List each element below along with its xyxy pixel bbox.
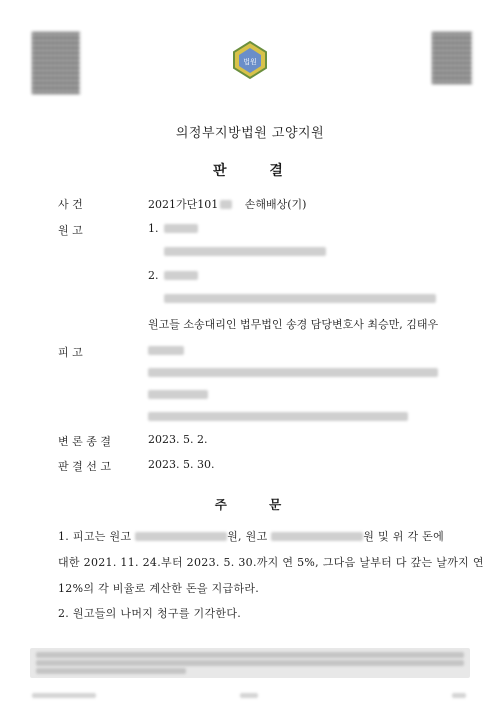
- plaintiff-1-number: 1.: [148, 222, 159, 235]
- redacted-name: [148, 346, 184, 355]
- closing-date: 2023. 5. 2.: [148, 433, 208, 446]
- document-title: 판 결: [213, 163, 287, 179]
- redacted-address: [164, 294, 436, 303]
- qr-code-redacted: [32, 32, 80, 94]
- closing-label: 변 론 종 결: [58, 435, 111, 448]
- svg-text:법원: 법원: [243, 58, 257, 66]
- redacted-address: [148, 390, 208, 399]
- footer-redacted-left: [32, 693, 96, 698]
- ruling-line-1: 1. 피고는 원고 원, 원고 원 및 위 각 돈에: [58, 530, 445, 543]
- page-number-redacted: [240, 693, 258, 698]
- redacted-counsel: [148, 412, 408, 421]
- court-emblem-icon: [230, 40, 270, 80]
- case-number: 2021가단101 손해배상(기): [148, 198, 307, 211]
- redacted-name: [164, 271, 198, 280]
- defendant-label: 피 고: [58, 346, 83, 359]
- case-label: 사 건: [58, 198, 83, 211]
- sentence-date: 2023. 5. 30.: [148, 458, 215, 471]
- redacted-address: [148, 368, 438, 377]
- ruling-title: 주 문: [214, 497, 286, 512]
- footer-notice-redacted: [30, 648, 470, 678]
- plaintiff-2-number: 2.: [148, 269, 159, 282]
- sentence-label: 판 결 선 고: [58, 460, 111, 473]
- footer-redacted-right: [452, 693, 466, 698]
- ruling-line-2: 대한 2021. 11. 24.부터 2023. 5. 30.까지 연 5%, 그다음 날부터 다 갚는 날까지 연: [58, 556, 484, 569]
- barcode-redacted: [432, 32, 472, 84]
- redacted-address: [164, 247, 326, 256]
- ruling-line-3: 12%의 각 비율로 계산한 돈을 지급하라.: [58, 582, 260, 595]
- redacted-name: [164, 224, 198, 233]
- case-name: 손해배상(기): [244, 198, 307, 211]
- court-name: 의정부지방법원 고양지원: [175, 126, 325, 141]
- ruling-line-4: 2. 원고들의 나머지 청구를 기각한다.: [58, 607, 242, 620]
- plaintiff-label: 원 고: [58, 224, 83, 237]
- plaintiff-counsel: 원고들 소송대리인 법무법인 송경 담당변호사 최승만, 김태우: [148, 318, 439, 331]
